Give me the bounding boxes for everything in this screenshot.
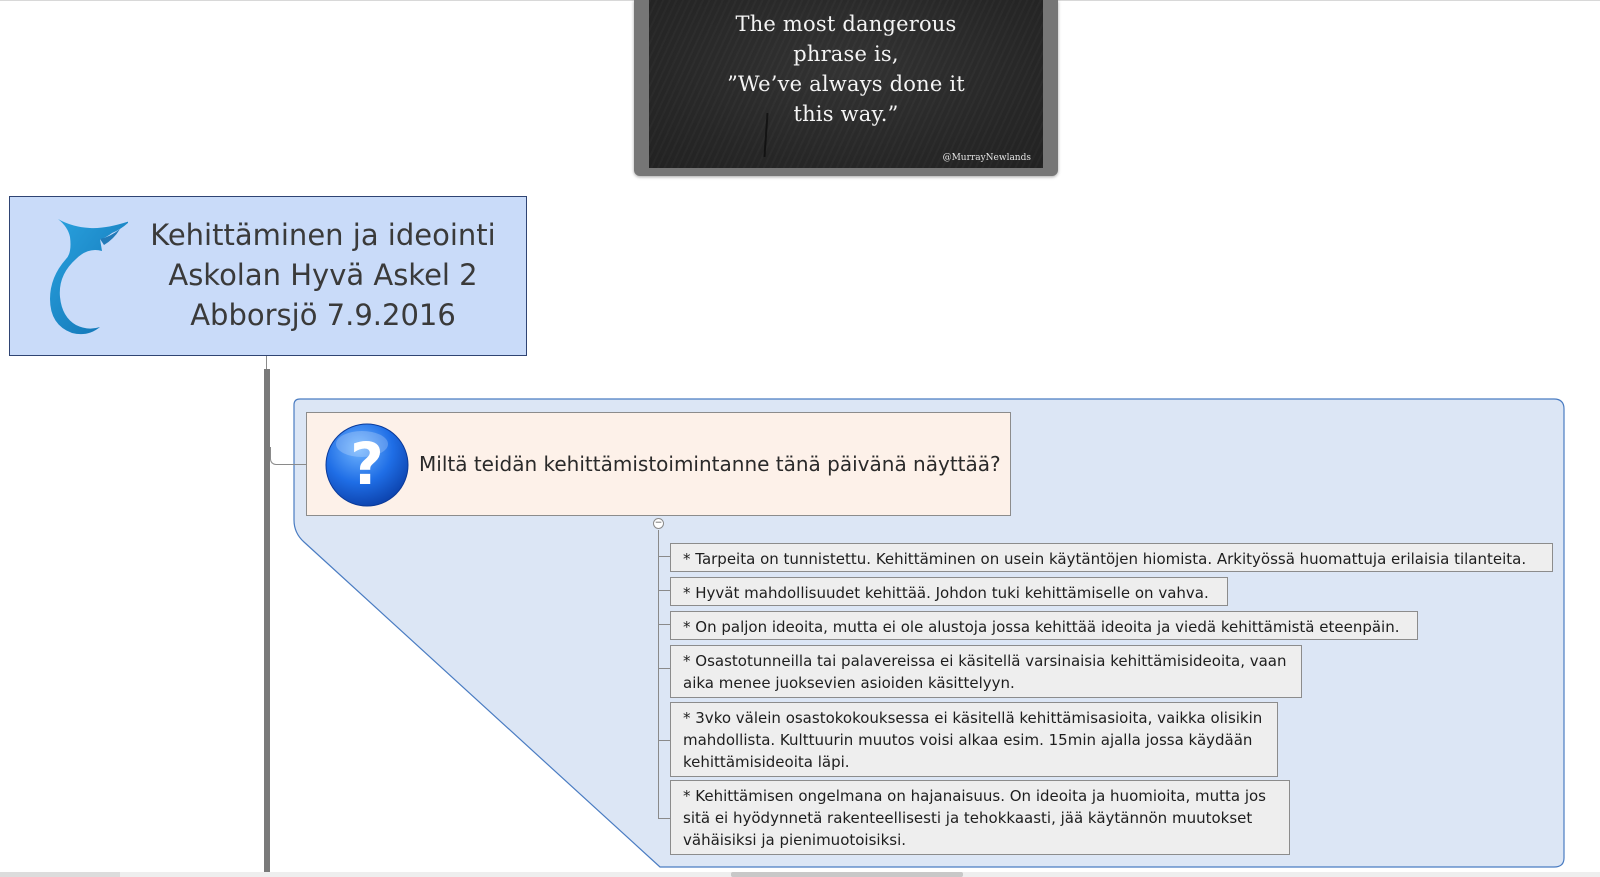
subtopic-5[interactable] xyxy=(670,702,1278,777)
question-topic-text: Miltä teidän kehittämistoimintanne tänä päivänä näyttää? xyxy=(419,452,1001,476)
subtopic-connector xyxy=(658,624,670,625)
subtopic-text: * Osastotunneilla tai palavereissa ei käsitellä varsinaisia kehittämisideoita, vaan aika menee juoksevien asioiden käsittelyyn. xyxy=(683,652,1287,692)
subtopic-connector-stem xyxy=(658,530,659,819)
trunk-line xyxy=(264,369,270,877)
quote-line: The most dangerous xyxy=(735,12,957,36)
quote-line: ”We’ve always done it xyxy=(727,72,965,96)
subtopic-connector xyxy=(658,590,670,591)
quote-line: this way.” xyxy=(793,102,899,126)
central-topic[interactable] xyxy=(9,196,527,356)
quote-credit: @MurrayNewlands xyxy=(942,153,1031,163)
horizontal-scrollbar-segment xyxy=(0,872,120,877)
central-title-line: Kehittäminen ja ideointi xyxy=(150,218,496,252)
subtopic-connector xyxy=(658,818,670,819)
hook-logo-icon xyxy=(48,217,128,335)
subtopic-6[interactable] xyxy=(670,780,1290,855)
quote-text xyxy=(649,9,1043,129)
question-topic[interactable] xyxy=(306,412,1011,516)
question-mark-icon xyxy=(322,422,412,508)
subtopic-2[interactable] xyxy=(670,577,1228,606)
trunk-connector xyxy=(266,356,267,370)
subtopic-1[interactable] xyxy=(670,543,1553,572)
subtopic-text: * On paljon ideoita, mutta ei ole alustoja jossa kehittää ideoita ja viedä kehittämistä eteenpäin. xyxy=(683,618,1400,636)
subtopic-3[interactable] xyxy=(670,611,1418,640)
subtopic-4[interactable] xyxy=(670,645,1302,698)
subtopic-connector xyxy=(658,668,670,669)
central-topic-title xyxy=(128,215,518,335)
subtopic-connector xyxy=(658,556,670,557)
central-title-line: Askolan Hyvä Askel 2 xyxy=(168,258,478,292)
quote-line: phrase is, xyxy=(793,42,899,66)
subtopic-text: * Kehittämisen ongelmana on hajanaisuus. On ideoita ja huomioita, mutta jos sitä ei hyödynnetä rakenteellisesti ja tehokkaasti, jää käytännön muutokset vähäisiksi ja pienimuotoisiksi. xyxy=(683,787,1266,849)
subtopic-text: * Hyvät mahdollisuudet kehittää. Johdon tuki kehittämiselle on vahva. xyxy=(683,584,1209,602)
chalkboard xyxy=(649,0,1043,168)
svg-text:?: ? xyxy=(350,430,384,498)
quote-image[interactable] xyxy=(634,0,1058,176)
central-title-line: Abborsjö 7.9.2016 xyxy=(190,298,456,332)
subtopic-text: * Tarpeita on tunnistettu. Kehittäminen on usein käytäntöjen hiomista. Arkityössä huomattuja erilaisia tilanteita. xyxy=(683,550,1527,568)
subtopic-connector xyxy=(658,740,670,741)
horizontal-scrollbar-thumb[interactable] xyxy=(731,872,963,877)
subtopic-text: * 3vko välein osastokokouksessa ei käsitellä kehittämisasioita, vaikka olisikin mahdollista. Kulttuurin muutos voisi alkaa esim. 15min ajalla jossa käydään kehittämisideoita läpi. xyxy=(683,709,1263,771)
collapse-toggle[interactable]: − xyxy=(654,518,663,528)
branch-connector xyxy=(270,447,306,465)
